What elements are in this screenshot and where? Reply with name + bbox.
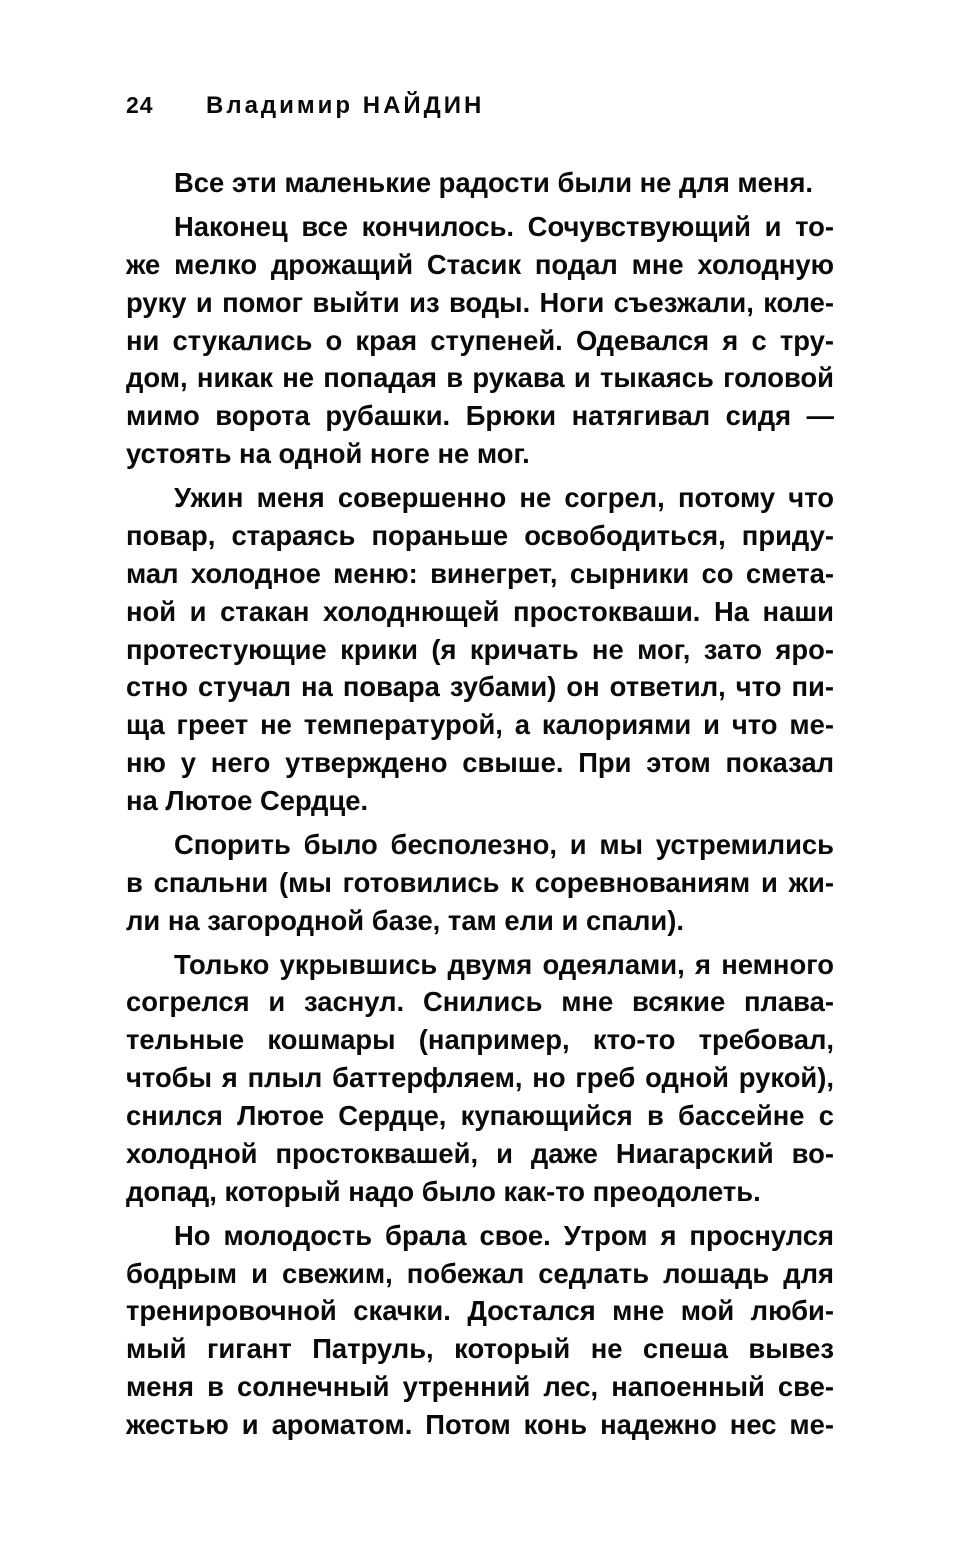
text-line: чтобы я плыл баттерфляем, но греб одной рукой),: [126, 1062, 834, 1094]
text-line: мый гигант Патруль, который не спеша вывез: [126, 1333, 834, 1365]
text-line: тельные кошмары (например, кто-то требовал,: [126, 1024, 834, 1056]
text-line: ню у него утверждено свыше. При этом показал: [126, 747, 834, 779]
text-line: устоять на одной ноге не мог.: [126, 438, 530, 470]
text-line: ща греет не температурой, а калориями и что ме-: [126, 709, 834, 741]
text-line: бодрым и свежим, побежал седлать лошадь для: [126, 1257, 834, 1289]
text-line: тренировочной скачки. Достался мне мой люби-: [126, 1295, 834, 1327]
text-line: холодной простоквашей, и даже Ниагарский во-: [126, 1137, 834, 1169]
text-line: мимо ворота рубашки. Брюки натягивал сидя —: [126, 400, 834, 432]
running-head-author: Владимир НАЙДИН: [206, 92, 485, 119]
text-line: снился Лютое Сердце, купающийся в бассейне с: [126, 1100, 834, 1131]
paragraph: [126, 164, 834, 202]
paragraph: [126, 479, 834, 820]
text-line: дом, никак не попадая в рукава и тыкаясь головой: [126, 362, 834, 394]
text-line: согрелся и заснул. Снились мне всякие плава-: [126, 986, 834, 1018]
text-line: на Лютое Сердце.: [126, 784, 369, 816]
text-line: в спальни (мы готовились к соревнованиям и жи-: [126, 866, 834, 898]
paragraph: [126, 1217, 834, 1444]
text-line: стно стучал на повара зубами) он ответил, что пи-: [126, 671, 834, 703]
text-line: Все эти маленькие радости были не для меня.: [174, 167, 814, 198]
page-number: 24: [126, 92, 154, 118]
text-line: протестующие крики (я кричать не мог, зато яро-: [126, 633, 834, 665]
text-line: меня в солнечный утренний лес, напоенный све-: [126, 1371, 834, 1403]
text-line: руку и помог выйти из воды. Ноги съезжали, коле-: [126, 286, 834, 318]
text-line: же мелко дрожащий Стасик подал мне холодную: [126, 248, 834, 280]
text-line: допад, который надо было как-то преодолеть.: [126, 1175, 761, 1207]
text-line: ной и стакан холоднющей простокваши. На наши: [126, 595, 834, 627]
running-head: [126, 92, 484, 126]
text-line: жестью и ароматом. Потом конь надежно нес ме-: [126, 1408, 834, 1440]
text-line: повар, стараясь пораньше освободиться, приду-: [126, 519, 834, 551]
paragraph: [126, 946, 834, 1211]
text-line: Только укрывшись двумя одеялами, я немного: [174, 948, 834, 980]
paragraph: [126, 208, 834, 473]
text-line: Спорить было бесполезно, и мы устремились: [174, 828, 834, 860]
text-line: Но молодость брала свое. Утром я проснулся: [174, 1219, 834, 1251]
text-line: мал холодное меню: винегрет, сырники со смета-: [126, 557, 834, 589]
text-line: Наконец все кончилось. Сочувствующий и то-: [174, 211, 834, 243]
paragraph: [126, 826, 834, 940]
text-line: ли на загородной базе, там ели и спали).: [126, 904, 684, 936]
text-line: ни стукались о края ступеней. Одевался я с тру-: [126, 324, 834, 356]
body-text: [126, 164, 834, 1444]
text-line: Ужин меня совершенно не согрел, потому что: [174, 482, 834, 514]
